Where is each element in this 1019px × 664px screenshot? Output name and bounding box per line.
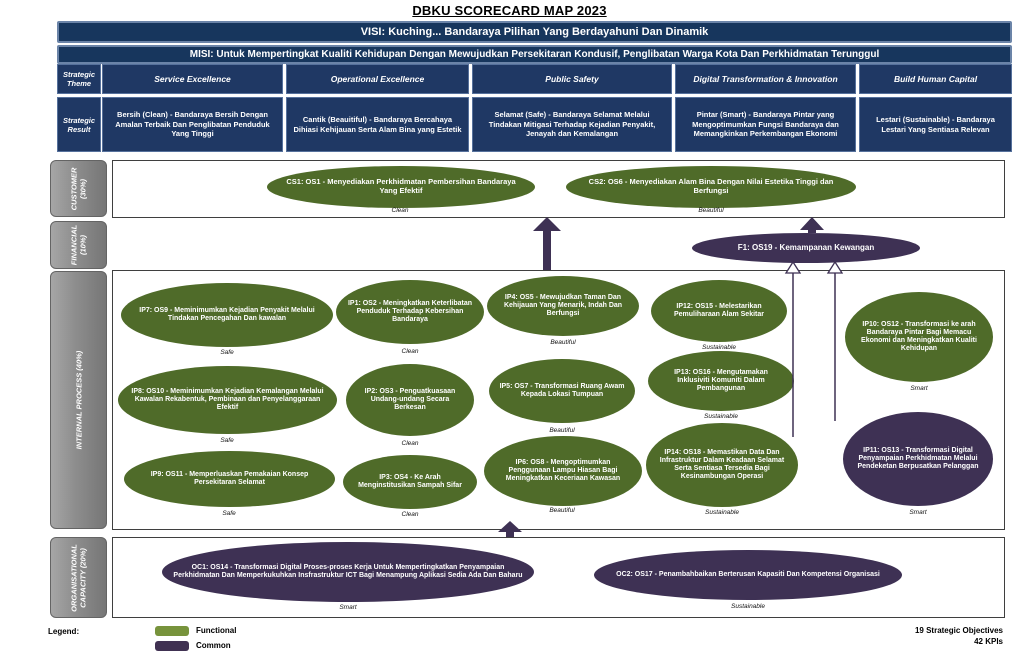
result-clean: Bersih (Clean) - Bandaraya Bersih Dengan Amalan Terbaik Dan Penglibatan Penduduk Yang Tinggi [102,97,283,152]
objective-ip1 [336,280,484,344]
customer-section-box [112,160,1005,218]
arrow-f1-to-customer-icon [800,217,824,233]
vision-banner: VISI: Kuching... Bandaraya Pilihan Yang Berdayahuni Dan Dinamik [57,21,1012,43]
objective-ip4 [487,276,639,336]
objective-ip14 [646,423,798,507]
perspective-tab-customer [50,160,107,217]
perspective-label-financial: FINANCIAL (10%) [69,224,88,266]
perspective-label-customer: CUSTOMER (30%) [69,167,88,210]
tag-safe-ip7: Safe [220,349,234,356]
footer-counts [915,625,1003,647]
objective-cs2-text: CS2: OS6 - Menyediakan Alam Bina Dengan Nilai Estetika Tinggi dan Berfungsi [588,177,834,195]
legend-common-swatch-icon [155,641,189,651]
objective-ip5-text: IP5: OS7 - Transformasi Ruang Awam Kepada Lokasi Tumpuan [499,382,625,398]
kpis-count: 42 KPIs [974,637,1003,647]
tag-sustainable-oc2: Sustainable [731,603,765,610]
tag-beautiful-ip5: Beautiful [549,427,575,434]
objective-ip7 [121,283,333,347]
tag-sustainable-ip13: Sustainable [704,413,738,420]
theme-operational-excellence: Operational Excellence [286,64,469,94]
theme-service-excellence: Service Excellence [102,64,283,94]
tag-clean-ip3: Clean [401,511,419,518]
tag-beautiful-ip4: Beautiful [550,339,576,346]
tag-smart-oc1: Smart [339,604,357,611]
strategic-theme-row-label: Strategic Theme [57,64,101,94]
objective-oc2 [594,550,902,600]
objective-ip8-text: IP8: OS10 - Meminimumkan Kejadian Kemalangan Melalui Kawalan Rekabentuk, Pembinaan dan Penyelanggaraan Efektif [131,387,324,412]
objective-oc2-text: OC2: OS17 - Penambahbaikan Berterusan Kapasiti Dan Kompetensi Organisasi [616,570,880,578]
perspective-tab-organisational-capacity [50,537,107,618]
objective-ip3 [343,455,477,509]
tag-clean-ip2: Clean [401,440,419,447]
objective-ip10 [845,292,993,382]
perspective-label-organisational-capacity: ORGANISATIONAL CAPACITY (20%) [69,543,88,612]
objective-cs1-text: CS1: OS1 - Menyediakan Perkhidmatan Pembersihan Bandaraya Yang Efektif [286,177,516,195]
objective-ip2 [346,364,474,436]
theme-build-human-capital: Build Human Capital [859,64,1012,94]
objective-ip4-text: IP4: OS5 - Mewujudkan Taman Dan Kehijauan Yang Menarik, Indah Dan Berfungsi [503,293,623,318]
theme-digital-transformation: Digital Transformation & Innovation [675,64,856,94]
objective-ip6 [484,436,642,506]
objective-ip2-text: IP2: OS3 - Penguatkuasaan Undang-undang Secara Berkesan [364,387,456,412]
perspective-tab-financial [50,221,107,269]
objective-f1 [692,233,920,263]
objective-ip8 [118,366,337,434]
objective-ip7-text: IP7: OS9 - Meminimumkan Kejadian Penyakit Melalui Tindakan Pencegahan Dan kawalan [139,306,315,322]
objective-ip9 [124,451,335,507]
tag-clean-cs1: Clean [391,207,409,214]
objective-ip13-text: IP13: OS16 - Mengutamakan Inklusiviti Komuniti Dalam Pembangunan [674,368,768,393]
objective-ip11-text: IP11: OS13 - Transformasi Digital Penyampaian Perkhidmatan Melalui Pendeketan Berpusatkan Pelanggan [857,446,979,471]
tag-smart-ip10: Smart [910,385,928,392]
tag-smart-ip11: Smart [909,509,927,516]
objective-ip12 [651,280,787,342]
legend-common-label: Common [196,641,231,650]
mission-banner: MISI: Untuk Mempertingkat Kualiti Kehidupan Dengan Mewujudkan Persekitaran Kondusif, Penglibatan Warga Kota Dan Perkhidmatan Terunggul [57,45,1012,64]
tag-beautiful-cs2: Beautiful [698,207,724,214]
tag-sustainable-ip14: Sustainable [705,509,739,516]
objective-ip14-text: IP14: OS18 - Memastikan Data Dan Infrastruktur Dalam Keadaan Selamat Serta Sentiasa Tersedia Bagi Kesinambungan Operasi [659,448,785,481]
tag-safe-ip8: Safe [220,437,234,444]
objective-ip6-text: IP6: OS8 - Mengoptimumkan Penggunaan Lampu Hiasan Bagi Meningkatkan Keceriaan Kawasan [505,458,621,483]
arrow-ip-to-customer-icon [533,217,561,270]
strategic-result-row-label: Strategic Result [57,97,101,152]
tag-beautiful-ip6: Beautiful [549,507,575,514]
result-smart: Pintar (Smart) - Bandaraya Pintar yang Mengoptimumkan Fungsi Bandaraya dan Memangkinkan Perkembangan Ekonomi [675,97,856,152]
result-safe: Selamat (Safe) - Bandaraya Selamat Melalui Tindakan Mitigasi Terhadap Kejadian Penyakit, Jenayah dan Kemalangan [472,97,672,152]
objective-ip11 [843,412,993,506]
objective-oc1-text: OC1: OS14 - Transformasi Digital Proses-proses Kerja Untuk Mempertingkatkan Penyampaian Perkhidmatan Dan Memperkukuhkan Insfrastruktur ICT Bagi Menampung Aplikasi Sedia Ada Dan Baharu [173,563,523,579]
objective-oc1 [162,542,534,602]
objective-f1-text: F1: OS19 - Kemampanan Kewangan [737,243,875,253]
tag-sustainable-ip12: Sustainable [702,344,736,351]
legend-label: Legend: [48,627,80,636]
legend-functional-swatch-icon [155,626,189,636]
objective-ip1-text: IP1: OS2 - Meningkatkan Keterlibatan Penduduk Terhadap Kebersihan Bandaraya [347,299,473,324]
perspective-tab-internal-process [50,271,107,529]
result-sustainable: Lestari (Sustainable) - Bandaraya Lestari Yang Sentiasa Relevan [859,97,1012,152]
objective-ip13 [648,351,794,411]
theme-public-safety: Public Safety [472,64,672,94]
legend-functional-label: Functional [196,626,237,635]
page-title: DBKU SCORECARD MAP 2023 [412,3,607,18]
objective-ip9-text: IP9: OS11 - Memperluaskan Pemakaian Konsep Persekitaran Selamat [150,470,309,486]
result-beautiful: Cantik (Beauitiful) - Bandaraya Bercahaya Dihiasi Kehijauan Serta Alam Bina yang Estetik [286,97,469,152]
perspective-label-internal-process: INTERNAL PROCESS (40%) [73,350,83,450]
objective-ip12-text: IP12: OS15 - Melestarikan Pemuliharaan Alam Sekitar [673,302,764,318]
objective-ip5 [489,359,635,423]
strategic-objectives-count: 19 Strategic Objectives [914,626,1003,635]
tag-safe-ip9: Safe [222,510,236,517]
objective-cs1 [267,166,535,208]
objective-ip3-text: IP3: OS4 - Ke Arah Menginstitusikan Sampah Sifar [358,473,462,489]
objective-cs2 [566,166,856,208]
tag-clean-ip1: Clean [401,348,419,355]
objective-ip10-text: IP10: OS12 - Transformasi ke arah Bandaraya Pintar Bagi Memacu Ekonomi dan Meningkatkan Kualiti Kehidupan [861,320,977,353]
